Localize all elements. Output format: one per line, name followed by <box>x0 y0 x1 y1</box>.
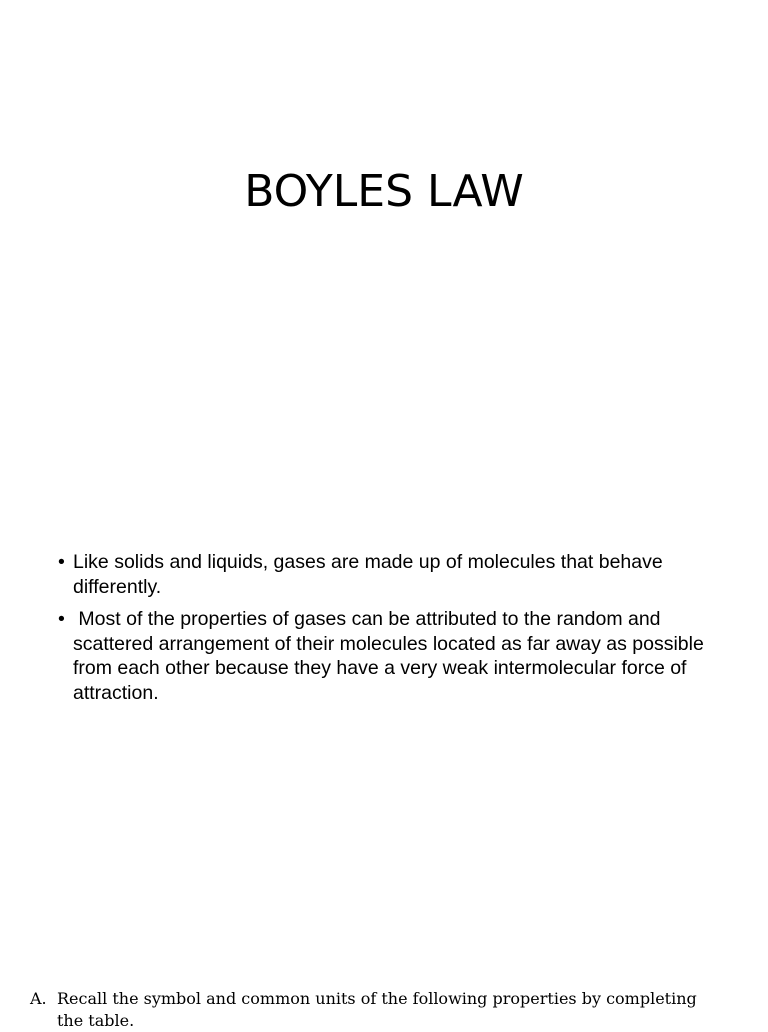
item-letter: A. <box>30 989 47 1008</box>
worksheet-instruction <box>30 988 710 1032</box>
bullet-text: Like solids and liquids, gases are made up of molecules that behave differently. <box>73 551 663 598</box>
worksheet-slide <box>0 980 768 1030</box>
bullet-dot-icon: • <box>58 551 65 573</box>
bullet-item <box>58 550 718 599</box>
item-text: Recall the symbol and common units of the following properties by completing the table. <box>57 989 697 1030</box>
bullet-item <box>58 607 718 705</box>
bullet-dot-icon: • <box>58 608 65 630</box>
page-title: BOYLES LAW <box>244 166 524 217</box>
content-slide <box>0 540 768 980</box>
bullet-text: Most of the properties of gases can be attributed to the random and scattered arrangement of their molecules located as far away as possible from each other because they have a very weak intermolecular force of attraction. <box>73 608 710 704</box>
bullet-list <box>58 550 718 713</box>
